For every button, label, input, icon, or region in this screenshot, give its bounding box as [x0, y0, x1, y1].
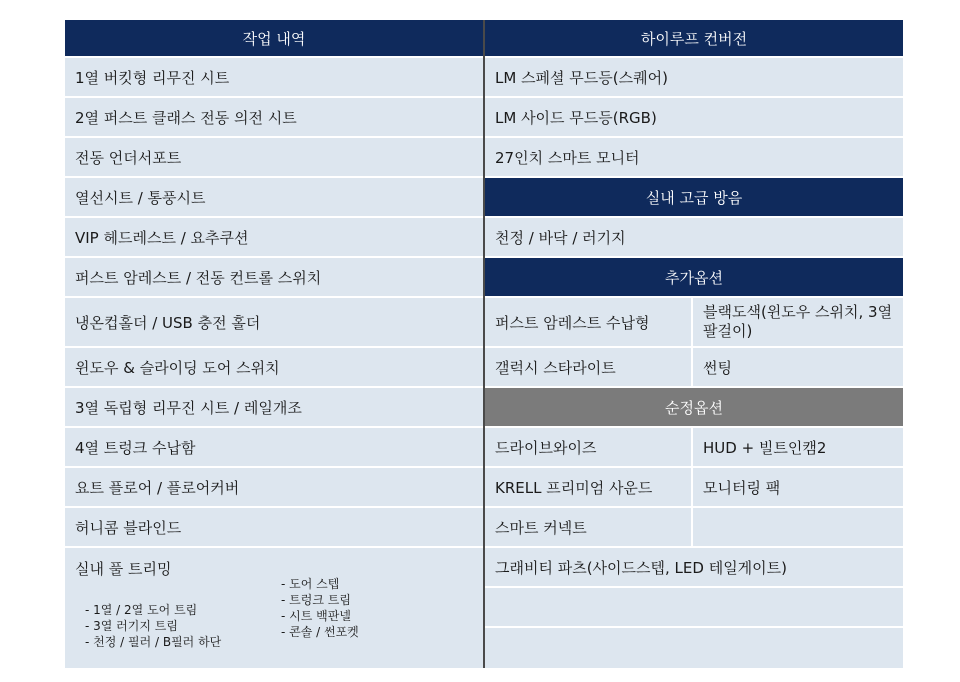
genuine-option-row — [485, 508, 903, 546]
work-row — [65, 388, 483, 426]
conversion-item: 27인치 스마트 모니터 — [495, 148, 640, 167]
work-item: 윈도우 & 슬라이딩 도어 스위치 — [75, 358, 280, 377]
work-row — [65, 298, 483, 346]
extra-option-row — [485, 298, 903, 346]
genuine-option-row — [485, 428, 903, 466]
option-label: 모니터링 팩 — [703, 478, 781, 497]
work-row — [65, 258, 483, 296]
trim-item: - 트렁크 트림 — [281, 593, 351, 607]
work-row — [65, 348, 483, 386]
gravity-parts-row — [485, 548, 903, 586]
trim-item: - 3열 러기지 트림 — [85, 619, 178, 633]
option-label: 블랙도색(윈도우 스위치, 3열 팔걸이) — [703, 303, 893, 340]
trim-item: - 천정 / 필러 / B필러 하단 — [85, 635, 222, 649]
work-table — [65, 20, 903, 668]
trim-item: - 도어 스텝 — [281, 577, 340, 591]
option-label: 드라이브와이즈 — [495, 438, 597, 457]
trim-list-b — [281, 576, 359, 640]
extra-options-header — [485, 258, 903, 296]
conversion-item: LM 사이드 무드등(RGB) — [495, 108, 657, 127]
option-cell — [485, 298, 691, 346]
work-item: 1열 버킷형 리무진 시트 — [75, 68, 230, 87]
soundproof-row — [485, 218, 903, 256]
genuine-option-row — [485, 468, 903, 506]
option-cell — [693, 428, 903, 466]
option-cell — [693, 348, 903, 386]
trim-item: - 1열 / 2열 도어 트림 — [85, 603, 198, 617]
option-label: HUD + 빌트인캠2 — [703, 438, 827, 457]
work-item: 4열 트렁크 수납함 — [75, 438, 196, 457]
option-cell — [485, 468, 691, 506]
gravity-parts-item: 그래비티 파츠(사이드스텝, LED 테일게이트) — [495, 558, 788, 577]
option-cell — [485, 508, 691, 546]
work-row — [65, 508, 483, 546]
work-item: 냉온컵홀더 / USB 충전 홀더 — [75, 313, 261, 332]
option-label: 스마트 커넥트 — [495, 518, 587, 537]
soundproof-item: 천정 / 바닥 / 러기지 — [495, 228, 626, 247]
work-row — [65, 138, 483, 176]
conversion-row — [485, 138, 903, 176]
work-row — [65, 468, 483, 506]
work-item: 3열 독립형 리무진 시트 / 레일개조 — [75, 398, 302, 417]
highroof-header-label: 하이루프 컨버전 — [640, 29, 748, 48]
work-row — [65, 218, 483, 256]
genuine-options-header-label: 순정옵션 — [665, 398, 723, 417]
work-item: 요트 플로어 / 플로어커버 — [75, 478, 240, 497]
option-cell — [693, 508, 903, 546]
option-cell — [485, 428, 691, 466]
work-header-label: 작업 내역 — [242, 29, 306, 48]
extra-options-header-label: 추가옵션 — [665, 268, 723, 287]
interior-trim-block — [65, 548, 483, 668]
work-row — [65, 428, 483, 466]
interior-trim-title: 실내 풀 트리밍 — [75, 560, 172, 578]
empty-row — [485, 588, 903, 626]
option-label: 썬팅 — [703, 358, 732, 377]
work-item: VIP 헤드레스트 / 요추쿠션 — [75, 228, 249, 247]
soundproof-header-label: 실내 고급 방음 — [645, 188, 743, 207]
option-label: 갤럭시 스타라이트 — [495, 358, 616, 377]
conversion-row — [485, 58, 903, 96]
option-label: 퍼스트 암레스트 수납형 — [495, 313, 650, 332]
option-cell — [693, 468, 903, 506]
work-item: 열선시트 / 통풍시트 — [75, 188, 206, 207]
work-row — [65, 98, 483, 136]
option-cell — [693, 298, 903, 346]
work-item: 퍼스트 암레스트 / 전동 컨트롤 스위치 — [75, 268, 322, 287]
work-item: 허니콤 블라인드 — [75, 518, 182, 537]
extra-option-row — [485, 348, 903, 386]
empty-row — [485, 628, 903, 668]
genuine-options-header — [485, 388, 903, 426]
trim-item: - 시트 백판넬 — [281, 609, 351, 623]
highroof-header — [485, 20, 903, 56]
work-item: 2열 퍼스트 클래스 전동 의전 시트 — [75, 108, 297, 127]
work-header — [65, 20, 483, 56]
option-cell — [485, 348, 691, 386]
conversion-item: LM 스페셜 무드등(스퀘어) — [495, 68, 668, 87]
soundproof-header — [485, 178, 903, 216]
trim-list-a — [85, 602, 221, 650]
work-row — [65, 178, 483, 216]
work-item: 전동 언더서포트 — [75, 148, 182, 167]
option-label: KRELL 프리미엄 사운드 — [495, 478, 653, 497]
work-row — [65, 58, 483, 96]
conversion-row — [485, 98, 903, 136]
trim-item: - 콘솔 / 썬포켓 — [281, 625, 359, 639]
